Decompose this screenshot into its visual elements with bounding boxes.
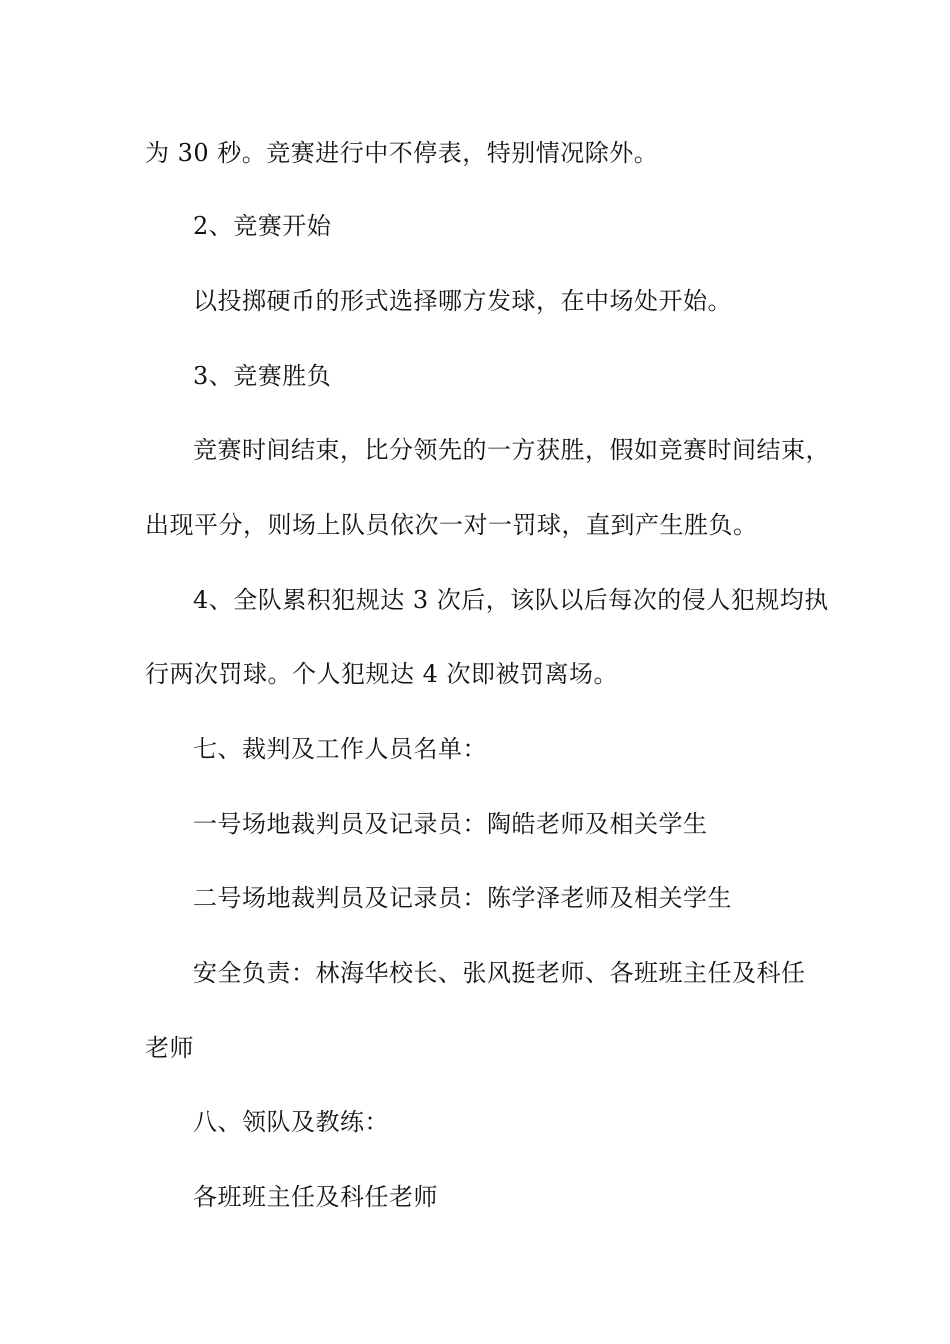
text-line: 以投掷硬币的形式选择哪方发球，在中场处开始。: [193, 287, 732, 315]
section-heading: 八、领队及教练：: [193, 1108, 389, 1136]
text-line: 二号场地裁判员及记录员：陈学泽老师及相关学生: [193, 884, 732, 912]
text-line: 竞赛时间结束，比分领先的一方获胜，假如竞赛时间结束，: [193, 436, 830, 464]
section-heading: 3、竞赛胜负: [193, 362, 332, 390]
text-line: 安全负责：林海华校长、张风挺老师、各班班主任及科任: [193, 959, 806, 987]
text-line: 行两次罚球。个人犯规达 4 次即被罚离场。: [145, 660, 619, 688]
text-line: 出现平分，则场上队员依次一对一罚球，直到产生胜负。: [145, 511, 758, 539]
text-line: 4、全队累积犯规达 3 次后，该队以后每次的侵人犯规均执: [193, 586, 829, 614]
section-heading: 2、竞赛开始: [193, 212, 332, 240]
text-line: 老师: [145, 1034, 194, 1062]
section-heading: 七、裁判及工作人员名单：: [193, 735, 487, 763]
text-line: 为 30 秒。竞赛进行中不停表，特别情况除外。: [145, 139, 659, 167]
text-line: 各班班主任及科任老师: [193, 1183, 438, 1211]
text-line: 一号场地裁判员及记录员：陶皓老师及相关学生: [193, 810, 708, 838]
